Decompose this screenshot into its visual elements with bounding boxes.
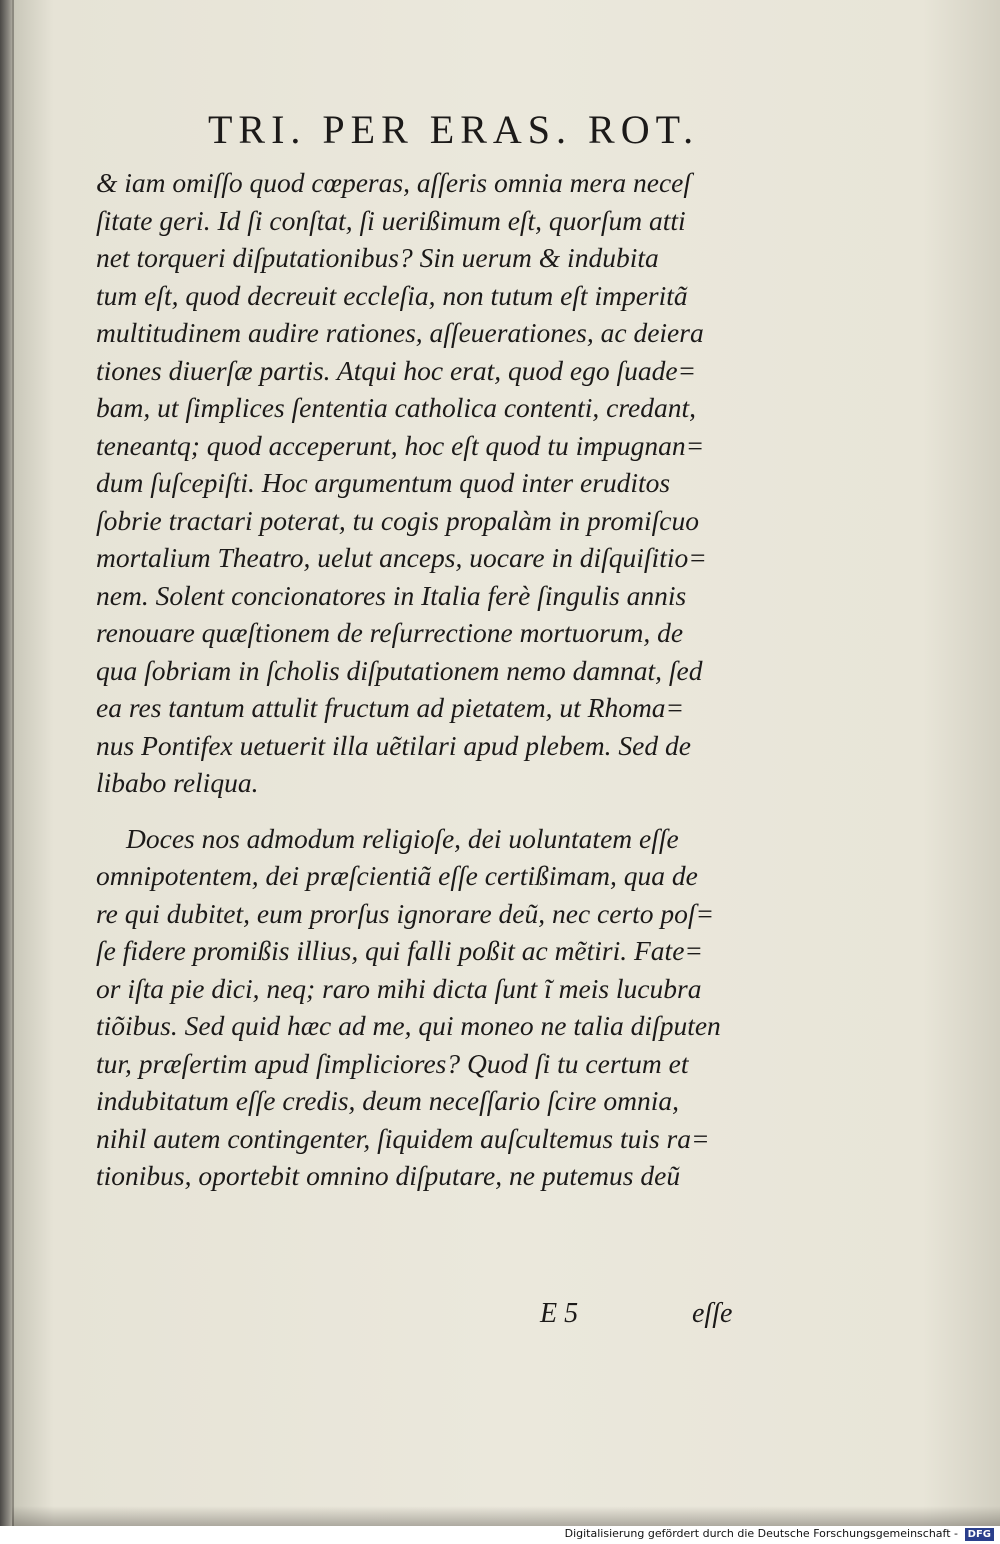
digitization-footer [0, 1526, 1000, 1544]
paragraph-1 [96, 164, 764, 802]
text-line: or iſta pie dici, neq; raro mihi dicta ſunt ĩ meis lucubra [96, 972, 702, 1004]
text-line: tionibus, oportebit omnino diſputare, ne putemus deũ [96, 1160, 681, 1191]
text-line: ſe fidere promißis illius, qui falli poßit ac mẽtiri. Fate= [96, 935, 703, 966]
text-line: & iam omiſſo quod cœperas, aſſeris omnia mera neceſ [96, 167, 692, 198]
text-line: dum ſuſcepiſti. Hoc argumentum quod inter eruditos [96, 467, 671, 498]
text-line: mortalium Theatro, uelut anceps, uocare in diſquiſitio= [96, 542, 707, 573]
text-line: omnipotentem, dei præſcientiã eſſe certißimam, qua de [96, 860, 698, 891]
text-line: indubitatum eſſe credis, deum neceſſario ſcire omnia, [96, 1085, 679, 1116]
text-line: tiõibus. Sed quid hæc ad me, qui moneo ne talia diſputen [96, 1010, 721, 1041]
funding-notice: Digitalisierung gefördert durch die Deutsche Forschungsgemeinschaft - [564, 1527, 958, 1540]
text-line: libabo reliqua. [96, 767, 259, 798]
text-block [96, 164, 764, 1195]
text-line: tur, præſertim apud ſimpliciores? Quod ſi tu certum et [96, 1047, 689, 1079]
running-head: TRI. PER ERAS. ROT. [208, 107, 700, 152]
text-line: qua ſobriam in ſcholis diſputationem nemo damnat, ſed [96, 654, 703, 686]
text-line: renouare quæſtionem de reſurrectione mortuorum, de [96, 617, 684, 648]
catchword: eſſe [692, 1298, 733, 1329]
text-line: bam, ut ſimplices ſententia catholica contenti, credant, [96, 392, 697, 423]
dfg-logo: DFG [965, 1528, 994, 1541]
paragraph-gap [96, 802, 764, 820]
text-line: nus Pontifex uetuerit illa uẽtilari apud plebem. Sed de [96, 729, 691, 761]
text-line: re qui dubitet, eum prorſus ignorare deũ, nec certo poſ= [96, 897, 715, 929]
text-line: nem. Solent concionatores in Italia ferè ſingulis annis [96, 579, 687, 611]
text-line: ea res tantum attulit fructum ad pietatem, ut Rhoma= [96, 692, 685, 723]
signature-line [96, 1298, 764, 1342]
signature-mark: E 5 [540, 1298, 579, 1329]
paragraph-2 [96, 820, 764, 1195]
page-shadow [12, 1506, 1000, 1526]
text-line: teneantq; quod acceperunt, hoc eſt quod tu impugnan= [96, 429, 705, 461]
text-line: Doces nos admodum religioſe, dei uoluntatem eſſe [126, 822, 679, 854]
text-line: net torqueri diſputationibus? Sin uerum & indubita [96, 242, 659, 273]
text-line: multitudinem audire rationes, aſſeuerationes, ac deiera [96, 317, 704, 348]
text-line: ſobrie tractari poterat, tu cogis propalàm in promiſcuo [96, 504, 699, 536]
text-line: nihil autem contingenter, ſiquidem auſcultemus tuis ra= [96, 1122, 710, 1154]
text-line: tum eſt, quod decreuit eccleſia, non tutum eſt imperitã [96, 279, 688, 311]
text-line: tiones diuerſæ partis. Atqui hoc erat, quod ego ſuade= [96, 354, 697, 386]
text-line: ſitate geri. Id ſi conſtat, ſi uerißimum eſt, quorſum atti [96, 204, 686, 236]
